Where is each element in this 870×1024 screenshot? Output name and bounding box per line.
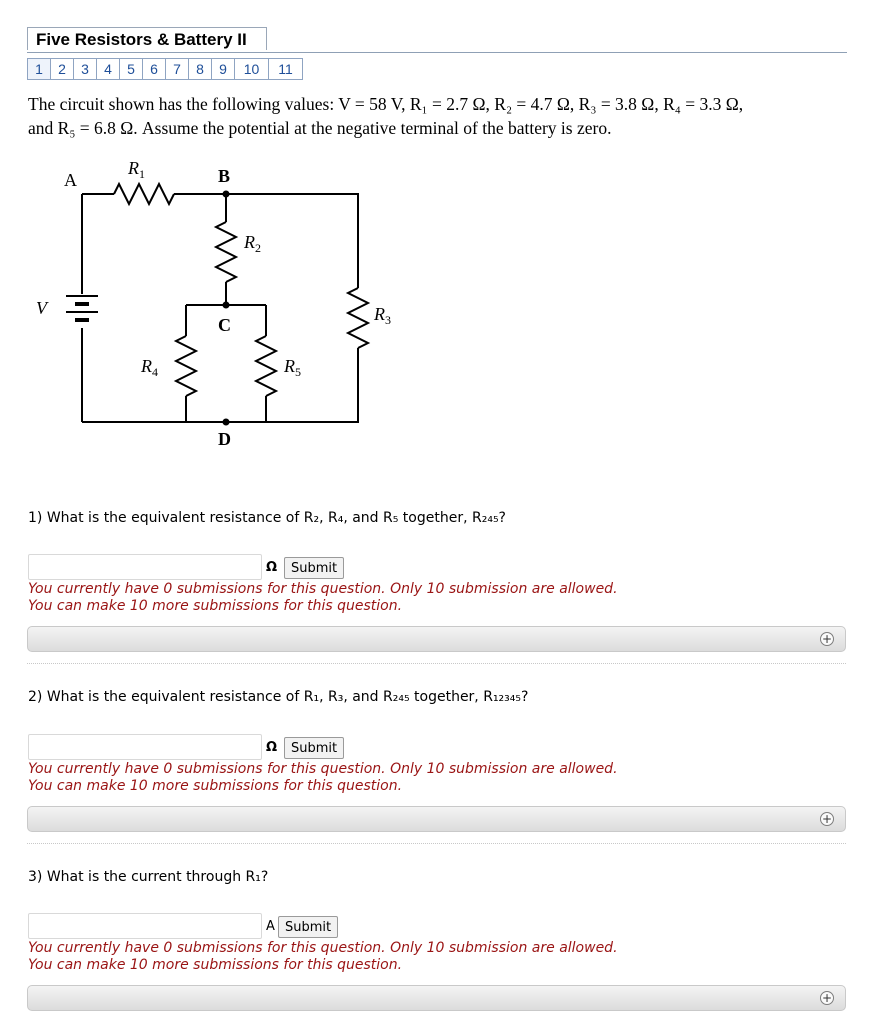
node-b-label: B — [218, 166, 231, 186]
question-1-text: 1) What is the equivalent resistance of R₂, R₄, and R₅ together, R₂₄₅? — [28, 510, 506, 526]
nav-item-7[interactable]: 7 — [165, 58, 189, 80]
question-3-text: 3) What is the current through R₁? — [28, 869, 269, 885]
submission-remaining-2: You can make 10 more submissions for this question. — [28, 778, 403, 794]
node-a-label: A — [64, 170, 77, 190]
problem-line-2: and R₅ = 6.8 Ω. Assume the potential at the negative terminal of the battery is zero. — [28, 118, 612, 138]
submission-message-3 — [28, 940, 828, 974]
plus-circle-icon[interactable]: + — [821, 991, 833, 1005]
problem-statement — [28, 92, 818, 140]
plus-circle-icon[interactable]: + — [821, 632, 833, 646]
submit-button-2[interactable]: Submit — [284, 737, 344, 759]
wire-r3-bottom — [82, 348, 358, 422]
unit-amp-3: A — [266, 919, 275, 934]
r2-label: $R_2$ — [244, 232, 261, 255]
unit-ohm-2: Ω — [266, 740, 278, 755]
circuit-diagram — [26, 158, 391, 458]
node-d-label: D — [218, 429, 231, 449]
answer-input-1[interactable] — [28, 554, 262, 580]
r1-label: $R_1$ — [128, 158, 145, 181]
page-title: Five Resistors & Battery II — [27, 27, 267, 50]
answer-input-2[interactable] — [28, 734, 262, 760]
problem-line-1: The circuit shown has the following values: V = 58 V, R₁ = 2.7 Ω, R₂ = 4.7 Ω, R₃ = 3.8 Ω, R₄ = 3.3 Ω, — [28, 94, 744, 114]
r3-zigzag — [348, 288, 368, 348]
nav-item-10[interactable]: 10 — [234, 58, 269, 80]
unit-ohm-1: Ω — [266, 560, 278, 575]
question-separator-2 — [27, 843, 846, 844]
wire-r1-b-r3 — [174, 194, 358, 288]
plus-circle-icon[interactable]: + — [821, 812, 833, 826]
battery-label: V — [36, 298, 47, 318]
nav-item-5[interactable]: 5 — [119, 58, 143, 80]
r4-zigzag — [176, 336, 196, 396]
r4-label: $R_4$ — [141, 356, 158, 379]
nav-item-8[interactable]: 8 — [188, 58, 212, 80]
submit-button-3[interactable]: Submit — [278, 916, 338, 938]
r5-label: $R_5$ — [284, 356, 301, 379]
hint-bar-1[interactable] — [27, 626, 846, 652]
r5-zigzag — [256, 336, 276, 396]
r2-zigzag — [216, 222, 236, 282]
answer-input-3[interactable] — [28, 913, 262, 939]
r1-zigzag — [114, 184, 174, 204]
nav-item-6[interactable]: 6 — [142, 58, 166, 80]
nav-item-9[interactable]: 9 — [211, 58, 235, 80]
submission-count-1: You currently have 0 submissions for this question. Only 10 submission are allowed. — [28, 581, 618, 597]
submit-button-1[interactable]: Submit — [284, 557, 344, 579]
submission-message-2 — [28, 761, 828, 795]
r3-label: $R_3$ — [374, 304, 391, 327]
question-nav — [27, 58, 302, 80]
nav-item-4[interactable]: 4 — [96, 58, 120, 80]
submission-remaining-1: You can make 10 more submissions for this question. — [28, 598, 403, 614]
nav-item-11[interactable]: 11 — [268, 58, 303, 80]
submission-remaining-3: You can make 10 more submissions for this question. — [28, 957, 403, 973]
submission-message-1 — [28, 581, 828, 615]
hint-bar-2[interactable] — [27, 806, 846, 832]
hint-bar-3[interactable] — [27, 985, 846, 1011]
question-separator-1 — [27, 663, 846, 664]
nav-item-2[interactable]: 2 — [50, 58, 74, 80]
nav-item-3[interactable]: 3 — [73, 58, 97, 80]
title-divider — [27, 52, 847, 53]
submission-count-3: You currently have 0 submissions for this question. Only 10 submission are allowed. — [28, 940, 618, 956]
submission-count-2: You currently have 0 submissions for this question. Only 10 submission are allowed. — [28, 761, 618, 777]
node-c-label: C — [218, 315, 231, 335]
nav-item-1[interactable]: 1 — [27, 58, 51, 80]
question-2-text: 2) What is the equivalent resistance of R₁, R₃, and R₂₄₅ together, R₁₂₃₄₅? — [28, 689, 529, 705]
